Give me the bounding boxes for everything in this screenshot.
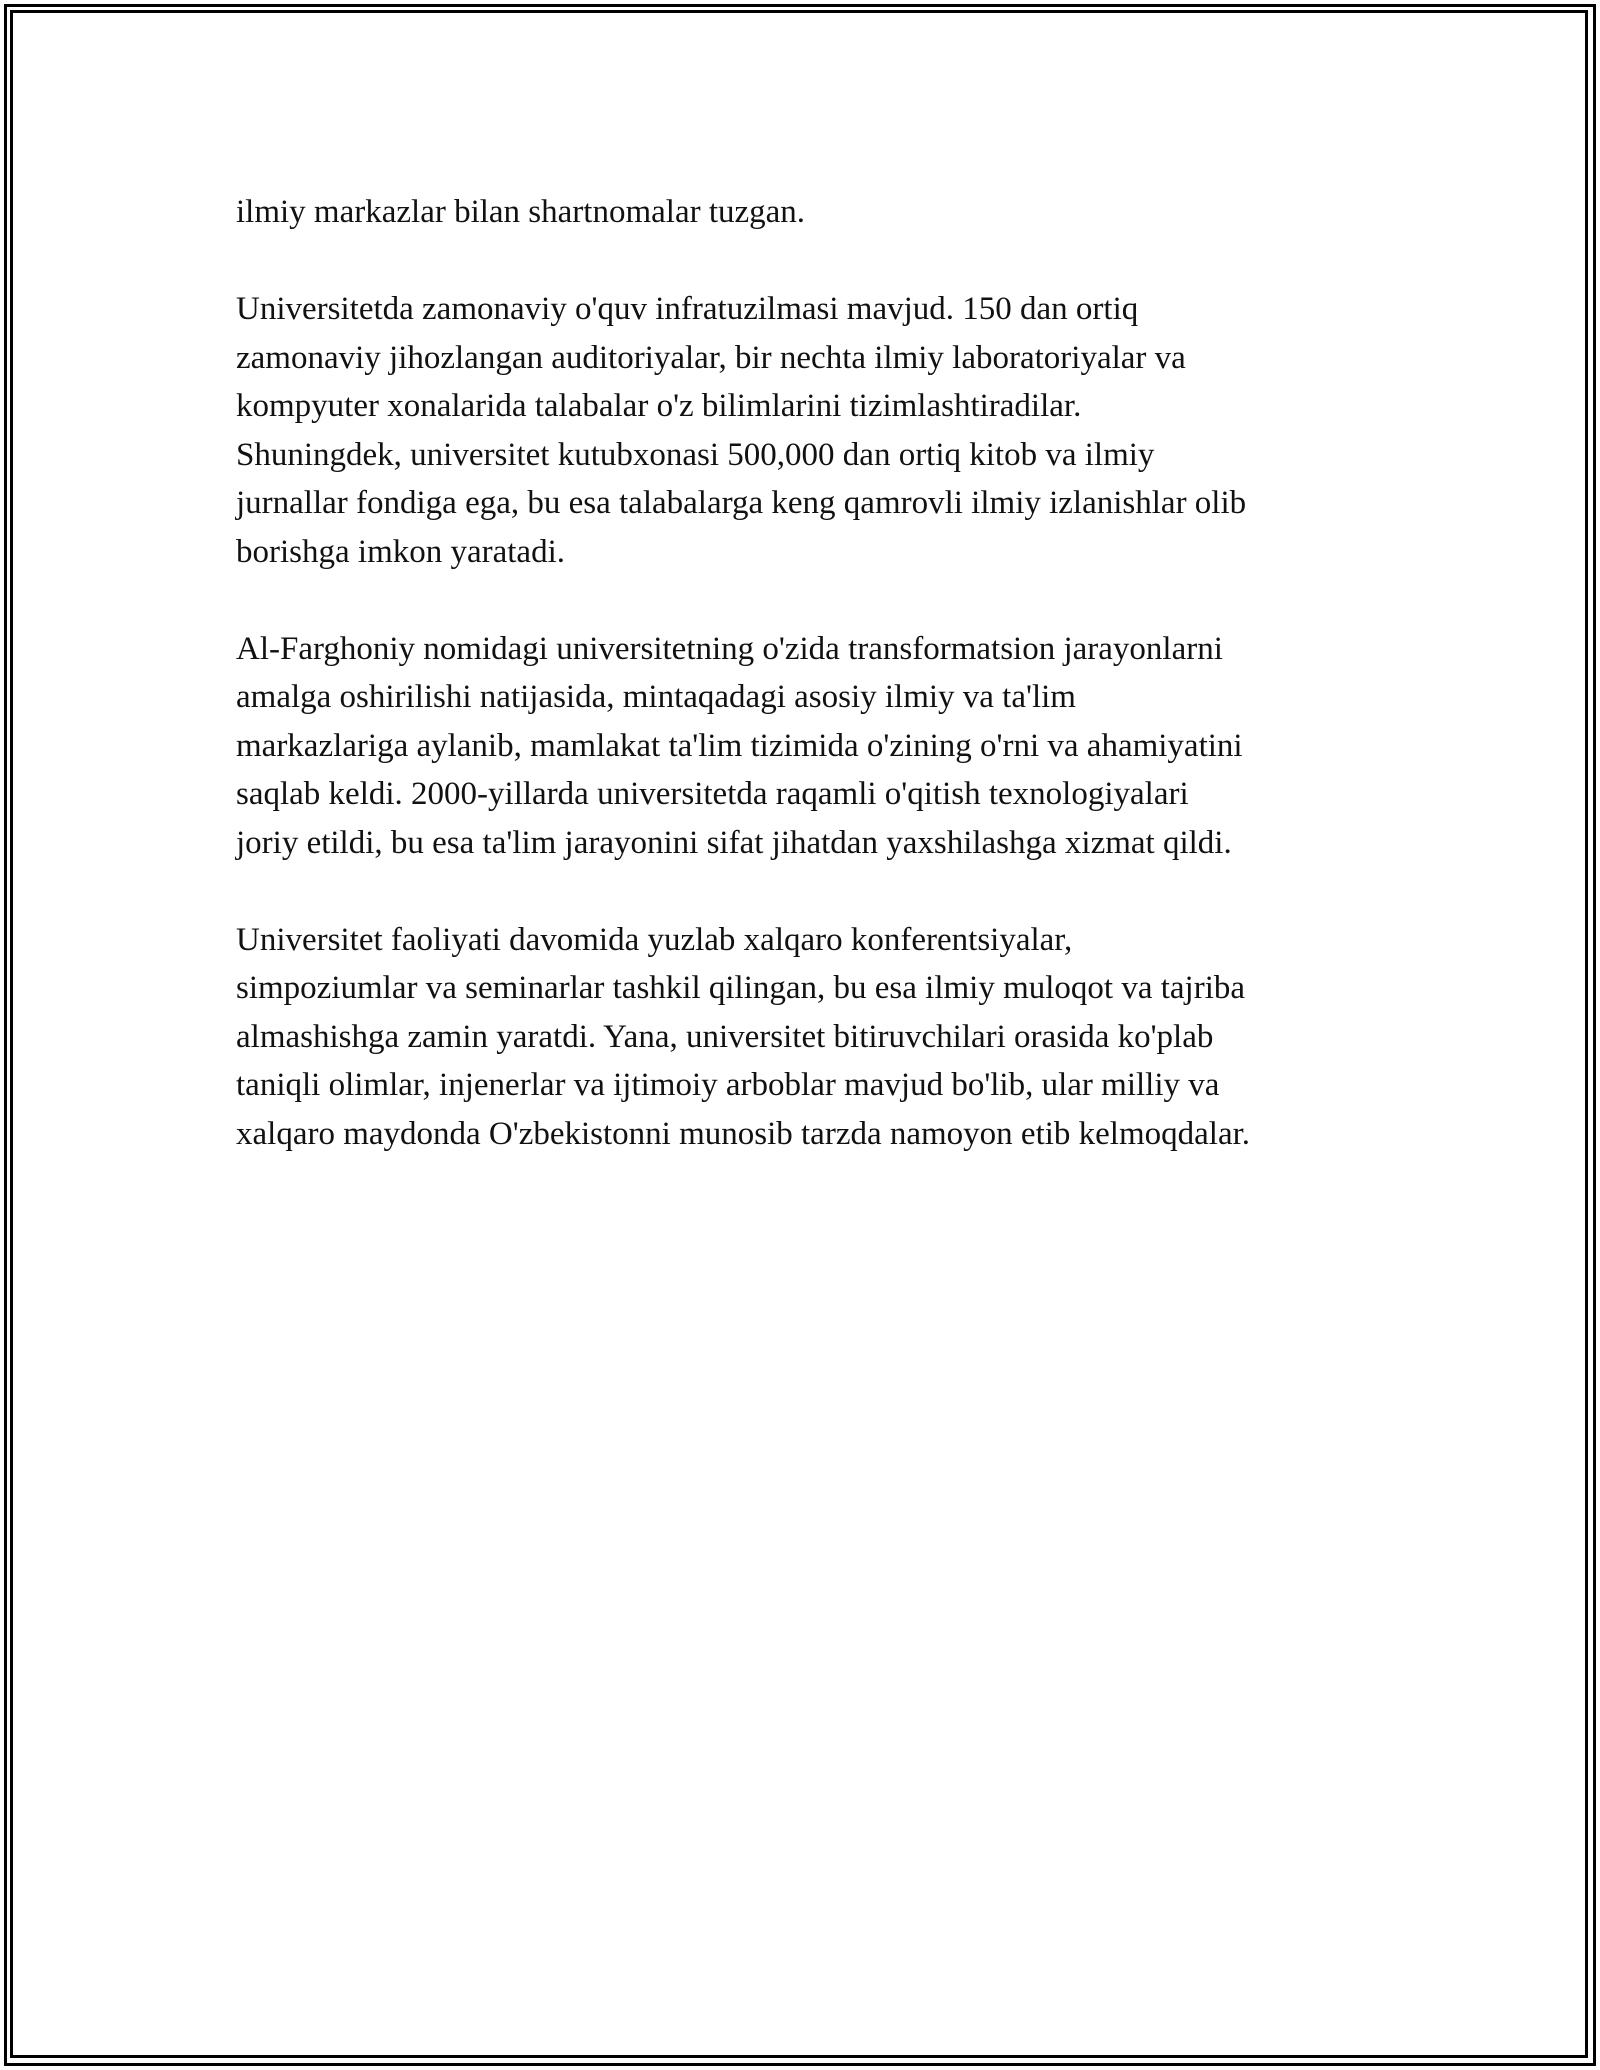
- paragraph-1: ilmiy markazlar bilan shartnomalar tuzgan.: [236, 194, 806, 230]
- paragraph-3: Al-Farghoniy nomidagi universitetning o'zida transformatsion jarayonlarni amalga oshirilishi natijasida, mintaqadagi asosiy ilmiy va ta'lim markazlariga aylanib, mamlakat ta'lim tizimida o'zining o'rni va ahamiyatini saqlab keldi. 2000-yillarda universitetda raqamli o'qitish texnologiyalari joriy etildi, bu esa ta'lim jarayonini sifat jihatdan yaxshilashga xizmat qildi.: [236, 630, 1243, 861]
- document-body: [236, 188, 1376, 1207]
- paragraph-4: Universitet faoliyati davomida yuzlab xalqaro konferentsiyalar, simpoziumlar va seminarlar tashkil qilingan, bu esa ilmiy muloqot va tajriba almashishga zamin yaratdi. Yana, universitet bitiruvchilari orasida ko'plab taniqli olimlar, injenerlar va ijtimoiy arboblar mavjud bo'lib, ular milliy va xalqaro maydonda O'zbekistonni munosib tarzda namoyon etib kelmoqdalar.: [236, 921, 1251, 1152]
- paragraph-2: Universitetda zamonaviy o'quv infratuzilmasi mavjud. 150 dan ortiq zamonaviy jihozlangan auditoriyalar, bir nechta ilmiy laboratoriyalar va kompyuter xonalarida talabalar o'z bilimlarini tizimlashtiradilar. Shuningdek, universitet kutubxonasi 500,000 dan ortiq kitob va ilmiy jurnallar fondiga ega, bu esa talabalarga keng qamrovli ilmiy izlanishlar olib borishga imkon yaratadi.: [236, 291, 1247, 570]
